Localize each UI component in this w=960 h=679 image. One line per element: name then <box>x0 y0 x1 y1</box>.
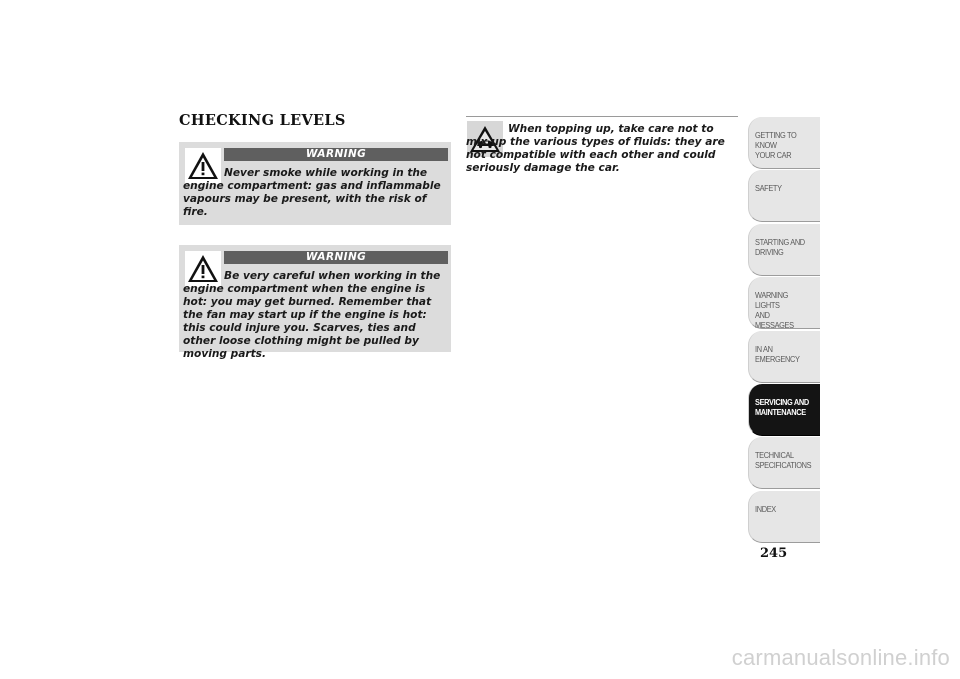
chapter-tabs <box>748 117 820 544</box>
watermark: carmanualsonline.info <box>731 645 950 670</box>
warning-text: Never smoke while working in the engine compartment: gas and inflammable vapours may be present, with the risk of fire. <box>183 167 441 218</box>
tab-index[interactable]: INDEX <box>748 491 820 543</box>
warning-box-hot-engine <box>179 245 451 360</box>
warning-box-smoking <box>179 142 451 225</box>
tab-safety[interactable]: SAFETY <box>748 170 820 222</box>
warning-label: WARNING <box>224 251 448 264</box>
tab-starting-and-driving[interactable]: STARTING AND DRIVING <box>748 224 820 276</box>
tab-getting-to-know[interactable]: GETTING TO KNOW YOUR CAR <box>748 117 820 169</box>
tab-warning-lights[interactable]: WARNING LIGHTS AND MESSAGES <box>748 277 820 329</box>
section-heading: CHECKING LEVELS <box>179 112 346 129</box>
warning-label: WARNING <box>224 148 448 161</box>
tab-technical-specifications[interactable]: TECHNICAL SPECIFICATIONS <box>748 437 820 489</box>
page-number: 245 <box>760 546 788 561</box>
tab-in-an-emergency[interactable]: IN AN EMERGENCY <box>748 331 820 383</box>
warning-text: Be very careful when working in the engine compartment when the engine is hot: you may get burned. Remember that the fan may start up if the engine is hot: this could injure you. Scarves, ties and other loose clothing might be pulled by moving parts. <box>183 270 441 360</box>
note-text: When topping up, take care not to mix up the various types of fluids: they are not compatible with each other and could seriously damage the car. <box>466 123 725 174</box>
note-divider <box>466 116 738 117</box>
tab-servicing-and-maintenance[interactable]: SERVICING AND MAINTENANCE <box>748 384 820 436</box>
